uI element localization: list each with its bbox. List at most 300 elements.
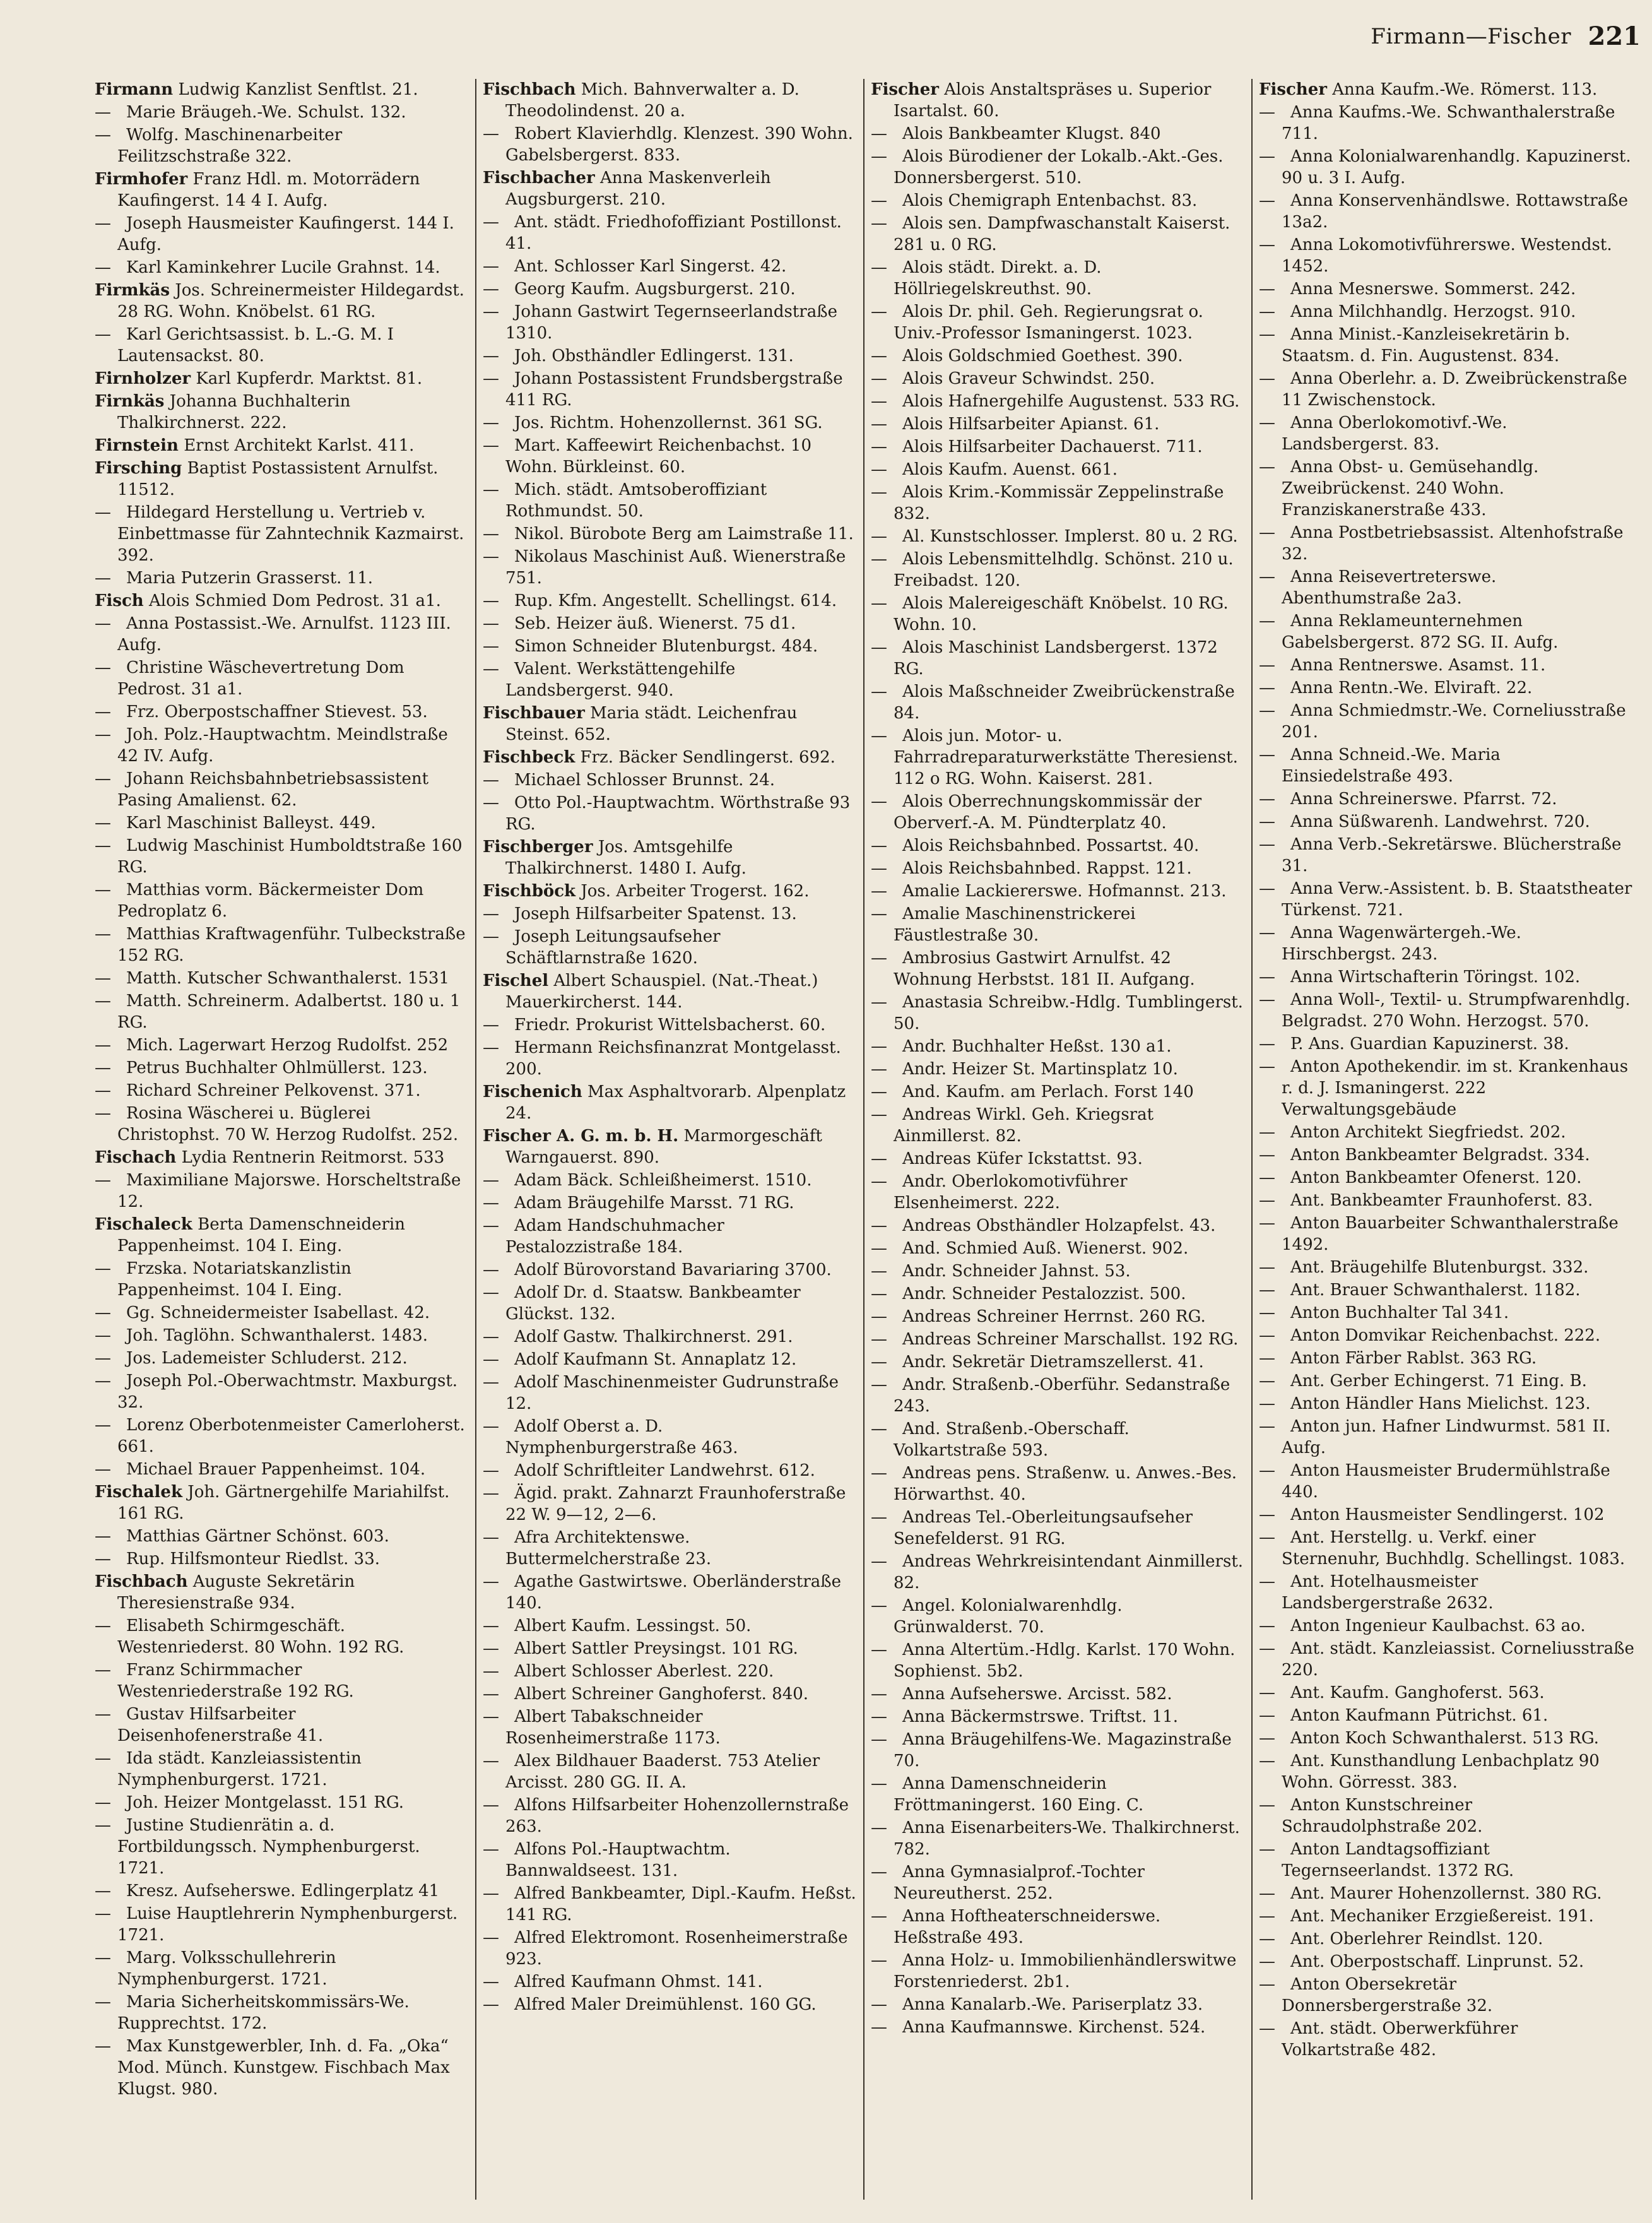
ditto-dash: — [871,258,887,277]
ditto-dash: — [871,437,887,456]
directory-entry [483,368,857,411]
entry-text: Anna Reklameunternehmen Gabelsbergerst. 872 SG. II. Aufg. [1282,612,1559,652]
ditto-dash: — [95,1104,111,1123]
directory-entry [95,1880,469,1902]
entry-text: Anna Schmiedmstr.-We. Corneliusstraße 201. [1282,701,1626,742]
directory-entry [871,548,1245,591]
ditto-dash: — [1259,745,1275,764]
entry-text: Joseph Hausmeister Kaufingerst. 144 I. Aufg. [117,214,454,254]
directory-entry [95,724,469,767]
directory-entry [871,1418,1245,1461]
directory-entry [871,79,1245,122]
ditto-dash: — [483,1260,499,1279]
directory-entry [483,1349,857,1370]
ditto-dash: — [483,1572,499,1591]
directory-entry [871,1283,1245,1305]
entry-text: Albert Schreiner Ganghoferst. 840. [514,1685,809,1704]
directory-entry [871,1683,1245,1705]
entry-text: Ant. Kaufm. Ganghoferst. 563. [1290,1683,1545,1702]
entry-text: Andreas pens. Straßenw. u. Anwes.-Bes. Hörwarthst. 40. [894,1464,1237,1504]
directory-columns [88,79,1641,2200]
entry-text: Karl Maschinist Balleyst. 449. [126,814,376,833]
entry-text: Anna Maskenverleih Augsburgerst. 210. [505,169,771,209]
ditto-dash: — [483,904,499,923]
ditto-dash: — [483,793,499,812]
entry-text: Amalie Lackiererswe. Hofmannst. 213. [902,882,1227,901]
directory-entry [871,1595,1245,1638]
entry-text: Michael Brauer Pappenheimst. 104. [126,1460,426,1479]
ditto-dash: — [1259,1281,1275,1300]
directory-entry [871,1058,1245,1080]
entry-text: Adam Bräugehilfe Marsst. 71 RG. [514,1194,794,1212]
directory-entry [1259,989,1634,1032]
entry-text: Joh. Heizer Montgelasst. 151 RG. [126,1793,404,1812]
directory-entry [1259,834,1634,877]
directory-entry [1259,234,1634,277]
directory-entry [1259,1257,1634,1278]
ditto-dash: — [95,1171,111,1190]
entry-text: Anton Hausmeister Sendlingerst. 102 [1290,1505,1605,1524]
directory-entry [1259,700,1634,743]
directory-entry [483,479,857,522]
entry-text: Anton jun. Hafner Lindwurmst. 581 II. Aufg. [1282,1417,1611,1457]
directory-entry [95,1370,469,1413]
entry-text: Christine Wäschevertretung Dom Pedrost. 31 a1. [117,658,404,699]
ditto-dash: — [95,214,111,233]
entry-text: Anna Bäckermstrswe. Triftst. 11. [902,1707,1178,1726]
entry-text: Alois Bürodiener der Lokalb.-Akt.-Ges. Donnersbergerst. 510. [894,147,1224,187]
ditto-dash: — [95,1904,111,1923]
ditto-dash: — [1259,369,1275,388]
directory-entry [95,1034,469,1056]
directory-entry [95,1170,469,1212]
directory-entry [95,1903,469,1946]
ditto-dash: — [1259,1907,1275,1926]
ditto-dash: — [95,658,111,677]
ditto-dash: — [483,1884,499,1903]
entry-text: Alois Bankbeamter Klugst. 840 [902,124,1161,143]
entry-text: Matth. Kutscher Schwanthalerst. 1531 [126,969,450,988]
ditto-dash: — [1259,701,1275,720]
entry-text: Ant. Bräugehilfe Blutenburgst. 332. [1290,1258,1589,1277]
directory-entry [871,593,1245,636]
entry-text: Ambrosius Gastwirt Arnulfst. 42 Wohnung Herbstst. 181 II. Aufgang. [894,949,1195,989]
ditto-dash: — [95,1460,111,1479]
directory-entry [95,1414,469,1457]
directory-entry [483,792,857,835]
directory-entry [483,590,857,612]
entry-text: Andr. Buchhalter Heßst. 130 a1. [902,1037,1172,1056]
ditto-dash: — [1259,1796,1275,1815]
directory-entry [95,1459,469,1480]
ditto-dash: — [871,124,887,143]
entry-text: Alois Oberrechnungskommissär der Oberverf.-A. M. Pündterplatz 40. [894,792,1202,833]
directory-entry [871,391,1245,412]
ditto-dash: — [95,1993,111,2012]
directory-entry [871,858,1245,879]
directory-entry [483,167,857,210]
directory-entry [483,1971,857,1993]
directory-entry [483,1683,857,1705]
ditto-dash: — [871,347,887,365]
ditto-dash: — [1259,413,1275,432]
directory-entry [95,1704,469,1746]
entry-text: Anna Oberlehr. a. D. Zweibrückenstraße 11 Zwischenstock. [1282,369,1627,410]
ditto-dash: — [483,347,499,365]
entry-text: Ant. Hotelhausmeister Landsbergerstraße 2632. [1282,1572,1494,1613]
ditto-dash: — [1259,790,1275,809]
entry-text: Alois Krim.-Kommissär Zeppelinstraße 832. [894,483,1224,523]
ditto-dash: — [1259,679,1275,697]
entry-text: Jos. Arbeiter Trogerst. 162. [581,882,810,901]
directory-entry [871,1773,1245,1816]
entry-text: Ant. Oberlehrer Reindlst. 120. [1290,1930,1543,1948]
directory-entry [1259,1122,1634,1143]
ditto-dash: — [871,904,887,923]
ditto-dash: — [1259,1572,1275,1591]
directory-entry [95,1659,469,1702]
directory-entry [1259,1033,1634,1055]
entry-text: Anna Damenschneiderin Fröttmaningerst. 160 Eing. C. [894,1774,1144,1815]
directory-entry [483,1460,857,1481]
entry-text: Andr. Straßenb.-Oberführ. Sedanstraße 243. [894,1375,1230,1416]
ditto-dash: — [483,369,499,388]
entry-text: Matthias Gärtner Schönst. 603. [126,1527,389,1546]
directory-entry [871,1950,1245,1993]
directory-entry [871,1507,1245,1550]
entry-text: Elisabeth Schirmgeschäft. Westenriederst. 80 Wohn. 192 RG. [117,1616,404,1657]
entry-text: Anna Kanalarb.-We. Pariserplatz 33. [902,1995,1203,2014]
directory-entry [1259,1571,1634,1614]
directory-entry [95,213,469,256]
entry-text: Anton Landtagsoffiziant Tegernseerlandst. 1372 RG. [1282,1840,1514,1880]
ditto-dash: — [871,1284,887,1303]
entry-text: Ida städt. Kanzleiassistentin Nymphenburgerst. 1721. [117,1749,362,1789]
ditto-dash: — [871,1464,887,1483]
entry-text: Karl Kupferdr. Marktst. 81. [196,369,423,388]
entry-text: Auguste Sekretärin Theresienstraße 934. [117,1572,355,1613]
ditto-dash: — [483,1662,499,1681]
directory-entry [871,190,1245,211]
entry-surname: Firnstein [95,436,179,455]
directory-entry [1259,1728,1634,1749]
ditto-dash: — [871,2018,887,2037]
entry-text: Johanna Buchhalterin Thalkirchnerst. 222. [117,392,351,432]
ditto-dash: — [1259,1168,1275,1187]
entry-surname: Fisch [95,591,144,610]
directory-entry [483,1416,857,1459]
entry-text: Johann Reichsbahnbetriebsassistent Pasing Amalienst. 62. [117,769,429,810]
directory-entry [871,1551,1245,1594]
entry-text: Hermann Reichsfinanzrat Montgelasst. 200. [505,1038,841,1079]
ditto-dash: — [871,1685,887,1704]
entry-text: Gustav Hilfsarbeiter Deisenhofenerstraße 41. [117,1705,324,1745]
directory-entry [483,1750,857,1793]
directory-entry [1259,1167,1634,1189]
directory-entry [95,391,469,434]
directory-entry [483,1571,857,1614]
directory-entry [1259,522,1634,565]
ditto-dash: — [95,1349,111,1368]
directory-entry [483,769,857,791]
entry-text: Lydia Rentnerin Reitmorst. 533 [181,1148,445,1167]
ditto-dash: — [95,2037,111,2056]
ditto-dash: — [95,1749,111,1768]
directory-entry [95,567,469,589]
ditto-dash: — [95,1948,111,1967]
ditto-dash: — [95,258,111,277]
entry-text: Andreas Wirkl. Geh. Kriegsrat Ainmillerst. 82. [894,1105,1154,1146]
ditto-dash: — [95,1326,111,1345]
ditto-dash: — [483,1928,499,1947]
entry-text: Anna Postbetriebsassist. Altenhofstraße 32. [1282,523,1624,564]
directory-entry [1259,278,1634,300]
ditto-dash: — [871,214,887,233]
directory-entry [1259,1302,1634,1324]
directory-entry [95,1214,469,1257]
ditto-dash: — [1259,612,1275,631]
entry-text: Anna Kaufm.-We. Römerst. 113. [1332,80,1598,99]
entry-text: Anna Wirtschafterin Töringst. 102. [1290,968,1581,987]
entry-text: Anna Wagenwärtergeh.-We. Hirschbergst. 243. [1282,923,1521,964]
directory-entry [483,1081,857,1124]
ditto-dash: — [1259,458,1275,477]
entry-text: Anna Postassist.-We. Arnulfst. 1123 III. Aufg. [117,614,451,655]
directory-entry [483,546,857,589]
entry-text: Robert Klavierhdlg. Klenzest. 390 Wohn. Gabelsbergerst. 833. [505,124,853,165]
entry-text: Maria städt. Leichenfrau Steinst. 652. [505,704,798,744]
entry-text: Albert Schauspiel. (Nat.-Theat.) Mauerkircherst. 144. [505,971,818,1012]
directory-entry [1259,1212,1634,1255]
ditto-dash: — [483,1707,499,1726]
ditto-dash: — [871,1863,887,1882]
directory-entry [871,880,1245,902]
entry-text: Ant. Kunsthandlung Lenbachplatz 90 Wohn. Görresst. 383. [1282,1752,1600,1792]
directory-column-4 [1253,79,1641,2200]
entry-surname: Fischbach [483,80,576,99]
entry-text: Anna Holz- u. Immobilienhändlerswitwe Forstenriederst. 2b1. [894,1951,1237,1991]
directory-entry [95,1080,469,1101]
entry-surname: Fischel [483,971,549,990]
entry-text: Anna Schneid.-We. Maria Einsiedelstraße 493. [1282,745,1501,786]
directory-entry [95,102,469,123]
directory-entry [871,1906,1245,1948]
entry-surname: Fischberger [483,838,593,857]
ditto-dash: — [1259,567,1275,586]
ditto-dash: — [95,1705,111,1724]
ditto-dash: — [483,1840,499,1859]
directory-entry [871,947,1245,990]
ditto-dash: — [1259,656,1275,675]
entry-text: Anton Obersekretär Donnersbergerstraße 32. [1282,1975,1493,2015]
ditto-dash: — [871,859,887,878]
directory-entry [871,123,1245,145]
directory-entry [1259,1460,1634,1503]
directory-entry [871,1994,1245,2015]
entry-text: Franz Hdl. m. Motorrädern Kaufingerst. 14 4 I. Aufg. [117,170,420,210]
directory-entry [1259,878,1634,921]
directory-entry [95,1258,469,1301]
ditto-dash: — [871,1640,887,1659]
ditto-dash: — [483,436,499,455]
entry-text: Jos. Richtm. Hohenzollernst. 361 SG. [514,413,823,432]
entry-text: Rosina Wäscherei u. Büglerei Christophst. 70 W. Herzog Rudolfst. 252. [117,1104,459,1144]
directory-entry [871,1817,1245,1860]
ditto-dash: — [1259,1303,1275,1322]
entry-text: Karl Kaminkehrer Lucile Grahnst. 14. [126,258,440,277]
ditto-dash: — [871,1082,887,1101]
entry-text: Anton Ingenieur Kaulbachst. 63 ao. [1290,1616,1586,1635]
ditto-dash: — [1259,1884,1275,1903]
entry-text: Albert Sattler Preysingst. 101 RG. [514,1639,798,1658]
directory-entry [871,459,1245,480]
entry-text: Alfred Bankbeamter, Dipl.-Kaufm. Heßst. 141 RG. [505,1884,856,1924]
directory-entry [95,1325,469,1346]
entry-text: Andreas Küfer Ickstattst. 93. [902,1149,1143,1168]
entry-text: Andr. Oberlokomotivführer Elsenheimerst. 222. [894,1172,1128,1212]
directory-entry [483,1706,857,1749]
directory-entry [95,1348,469,1369]
entry-text: Mich. Lagerwart Herzog Rudolfst. 252 [126,1036,449,1055]
entry-text: Andr. Heizer St. Martinsplatz 10. [902,1060,1178,1079]
directory-entry [1259,1325,1634,1346]
directory-entry [1259,1750,1634,1793]
ditto-dash: — [1259,1214,1275,1233]
ditto-dash: — [483,1639,499,1658]
ditto-dash: — [1259,1930,1275,1948]
ditto-dash: — [1259,835,1275,854]
ditto-dash: — [1259,1752,1275,1770]
ditto-dash: — [483,280,499,299]
directory-entry [95,368,469,389]
page-header [88,19,1641,69]
ditto-dash: — [871,302,887,321]
entry-text: Ant. Brauer Schwanthalerst. 1182. [1290,1281,1581,1300]
directory-entry [1259,102,1634,145]
entry-text: Matthias Kraftwagenführ. Tulbeckstraße 152 RG. [117,925,466,965]
ditto-dash: — [483,1373,499,1392]
directory-entry [1259,744,1634,787]
ditto-dash: — [483,1417,499,1436]
entry-text: Matth. Schreinerm. Adalbertst. 180 u. 1 RG. [117,992,461,1032]
entry-surname: Fischaleck [95,1215,192,1234]
entry-text: Andr. Schneider Jahnst. 53. [902,1262,1131,1281]
entry-text: Anna Kaufmannswe. Kirchenst. 524. [902,2018,1206,2037]
directory-entry [95,435,469,456]
entry-text: Joh. Obsthändler Edlingerst. 131. [514,347,794,365]
entry-text: Ludwig Kanzlist Senftlst. 21. [178,80,418,99]
ditto-dash: — [871,460,887,479]
directory-entry [95,701,469,723]
directory-entry [483,1638,857,1659]
ditto-dash: — [483,927,499,946]
directory-entry [483,926,857,969]
ditto-dash: — [483,1995,499,2014]
directory-entry [871,1374,1245,1417]
entry-text: Alfred Maler Dreimühlenst. 160 GG. [514,1995,817,2014]
directory-entry [871,1729,1245,1772]
directory-entry [483,211,857,254]
ditto-dash: — [871,1420,887,1438]
ditto-dash: — [1259,1057,1275,1076]
ditto-dash: — [95,1372,111,1390]
ditto-dash: — [1259,1505,1275,1524]
directory-entry [95,1571,469,1614]
entry-text: Andreas Tel.-Oberleitungsaufseher Senefelderst. 91 RG. [894,1508,1193,1548]
ditto-dash: — [1259,1729,1275,1748]
ditto-dash: — [95,1661,111,1680]
ditto-dash: — [871,1995,887,2014]
ditto-dash: — [483,614,499,633]
directory-entry [871,526,1245,547]
entry-text: Ägid. prakt. Zahnarzt Fraunhoferstraße 22 W. 9—12, 2—6. [505,1484,846,1524]
ditto-dash: — [95,614,111,633]
directory-entry [483,301,857,344]
ditto-dash: — [1259,1975,1275,1994]
ditto-dash: — [483,1685,499,1704]
ditto-dash: — [871,726,887,745]
ditto-dash: — [95,1616,111,1635]
directory-entry [871,681,1245,724]
directory-entry [483,613,857,634]
ditto-dash: — [483,1216,499,1235]
directory-entry [95,169,469,211]
ditto-dash: — [95,969,111,988]
entry-text: Al. Kunstschlosser. Implerst. 80 u. 2 RG. [902,527,1238,546]
directory-entry [95,280,469,323]
directory-entry [871,482,1245,525]
entry-text: And. Kaufm. am Perlach. Forst 140 [902,1082,1194,1101]
directory-entry [1259,1279,1634,1301]
ditto-dash: — [95,880,111,899]
ditto-dash: — [483,525,499,543]
ditto-dash: — [1259,1639,1275,1658]
ditto-dash: — [1259,1258,1275,1277]
running-title: Firmann—Fischer [1371,24,1571,49]
entry-text: Georg Kaufm. Augsburgerst. 210. [514,280,796,299]
entry-text: Alfons Pol.-Hauptwachtm. Bannwaldseest. 131. [505,1840,731,1880]
ditto-dash: — [871,1907,887,1926]
entry-text: Ant. städt. Oberwerkführer Volkartstraße 482. [1282,2019,1518,2060]
directory-entry [871,1639,1245,1682]
ditto-dash: — [483,660,499,679]
directory-entry [871,992,1245,1034]
directory-entry [871,368,1245,389]
entry-text: Anna Rentn.-We. Elviraft. 22. [1290,679,1533,697]
directory-entry [483,880,857,902]
ditto-dash: — [95,925,111,944]
ditto-dash: — [1259,1706,1275,1725]
directory-entry [95,1481,469,1524]
entry-text: Justine Studienrätin a. d. Fortbildungssch. Nymphenburgerst. 1721. [117,1816,420,1878]
ditto-dash: — [871,1172,887,1191]
ditto-dash: — [871,882,887,901]
ditto-dash: — [483,1350,499,1369]
directory-entry [95,79,469,100]
ditto-dash: — [871,1707,887,1726]
directory-entry [1259,1370,1634,1392]
directory-entry [871,301,1245,344]
ditto-dash: — [95,503,111,522]
directory-entry [1259,1416,1634,1459]
directory-entry [1259,1615,1634,1637]
ditto-dash: — [483,1283,499,1302]
entry-text: Adam Bäck. Schleißheimerst. 1510. [514,1171,812,1190]
entry-text: Johann Gastwirt Tegernseerlandstraße 1310. [505,302,837,343]
ditto-dash: — [95,702,111,721]
entry-text: Anna Lokomotivführerswe. Westendst. 1452. [1282,235,1612,276]
directory-entry [1259,1705,1634,1726]
